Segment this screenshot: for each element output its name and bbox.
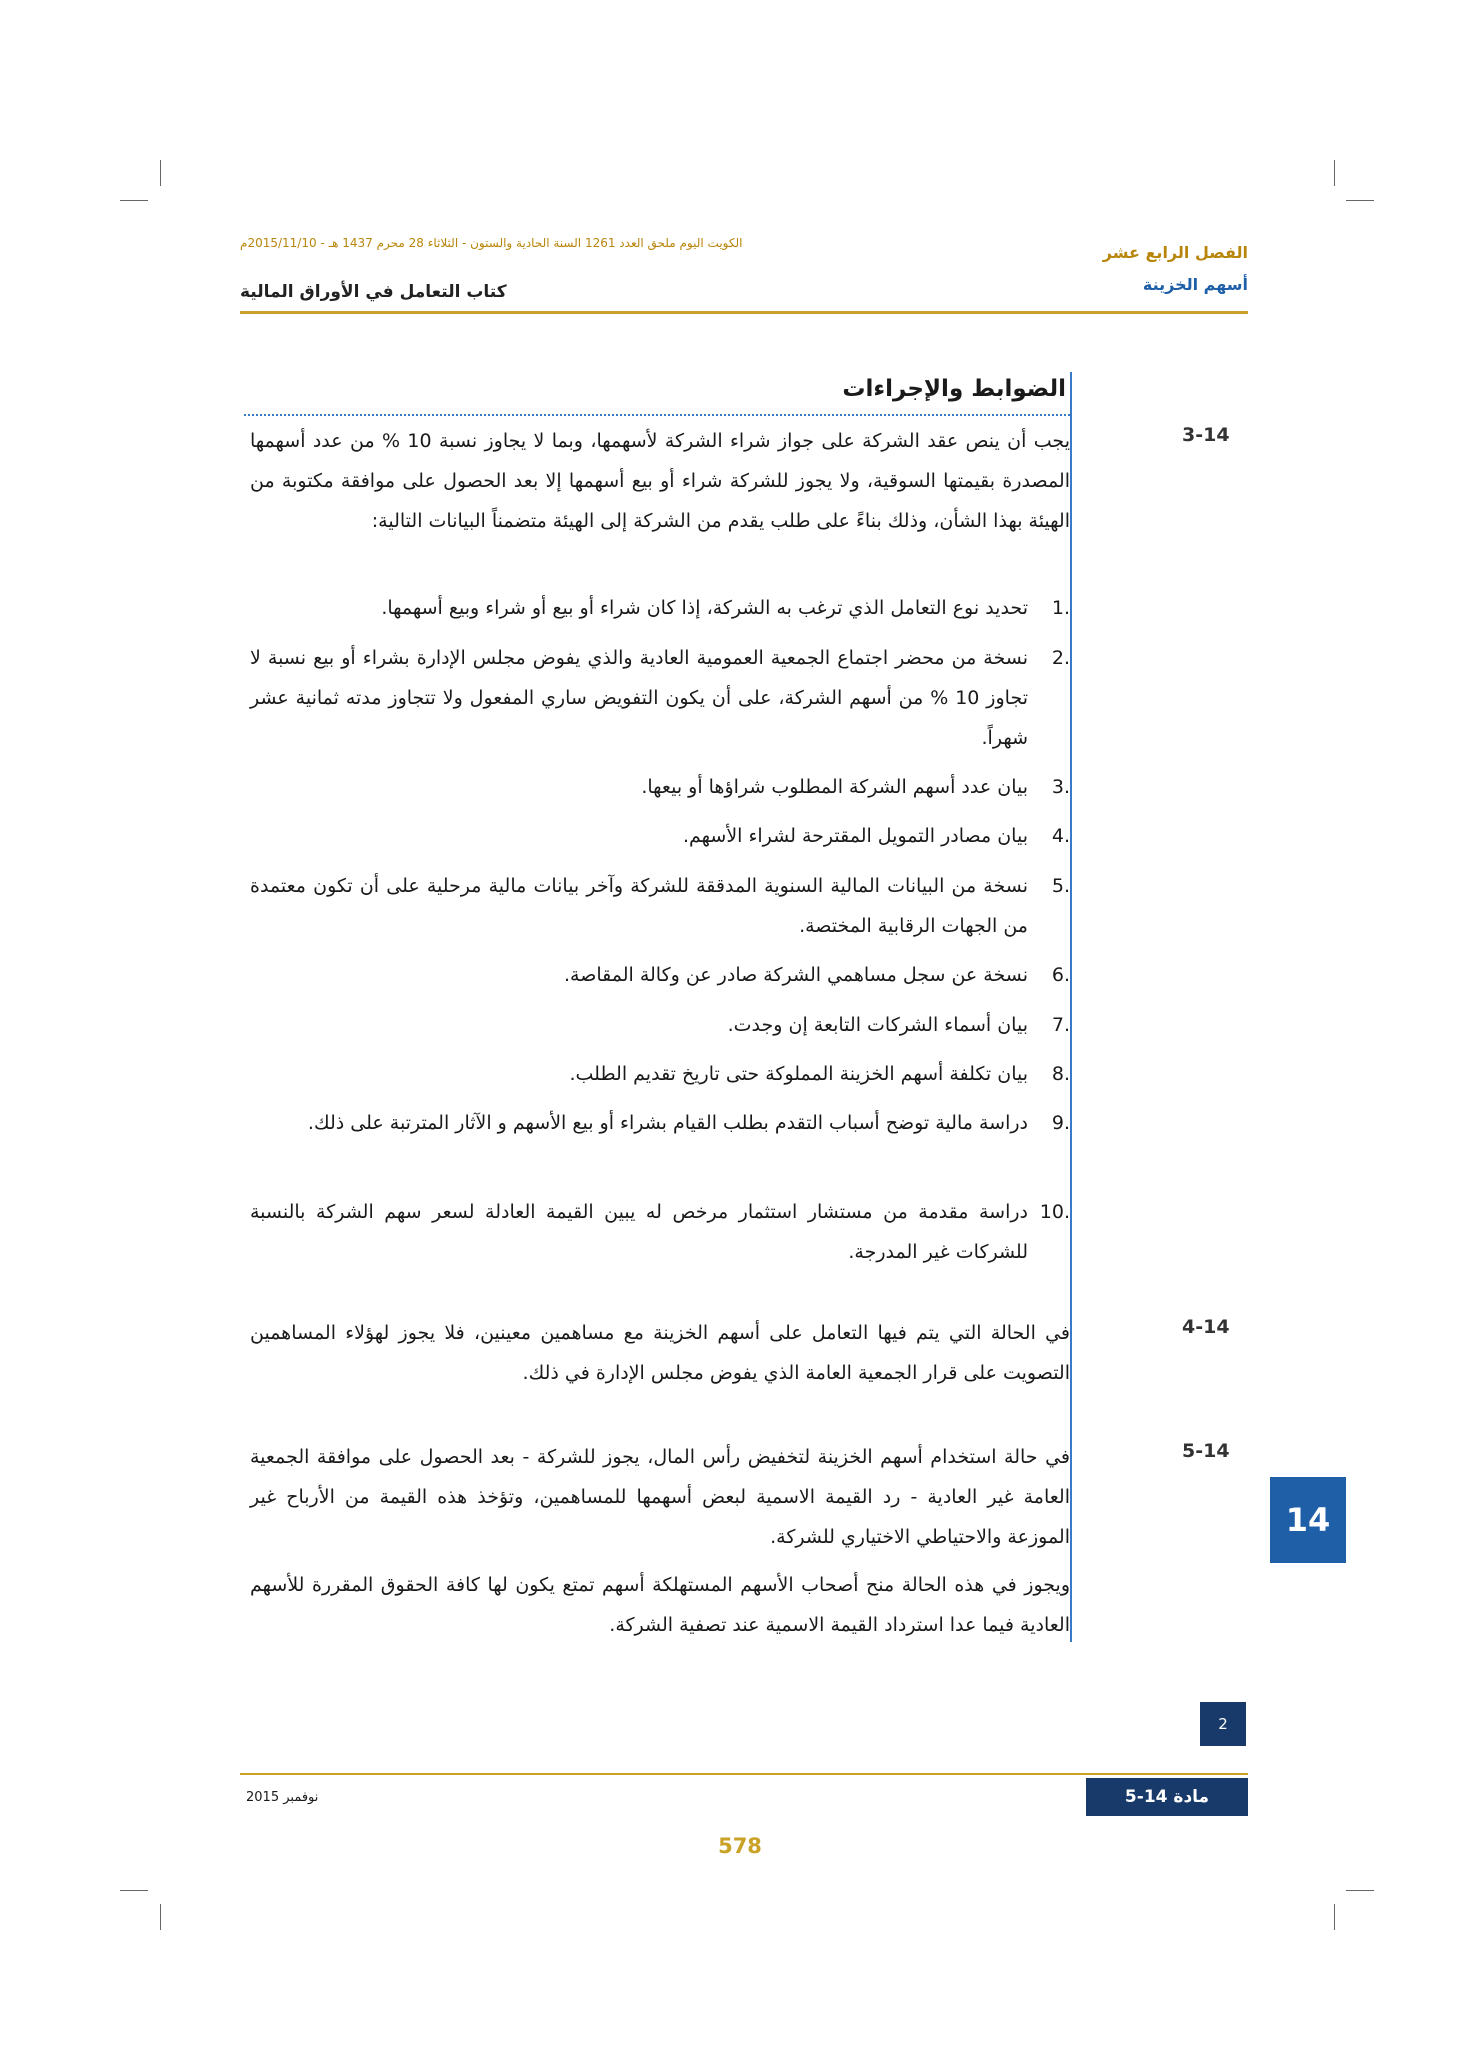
item-number: 5. — [1051, 875, 1070, 897]
article-paragraph: في الحالة التي يتم فيها التعامل على أسهم الخزينة مع مساهمين معينين، فلا يجوز لهؤلاء المساهمين التصويت على قرار الجمعية العامة الذي يفوض مجلس الإدارة في ذلك. — [250, 1322, 1070, 1384]
article-paragraph: يجب أن ينص عقد الشركة على جواز شراء الشركة لأسهمها، وبما لا يجاوز نسبة 10 % من عدد أسهمها المصدرة بقيمتها السوقية، ولا يجوز للشركة شراء أو بيع أسهمها إلا بعد الحصول على موافقة مكتوبة من الهيئة بهذا الشأن، وذلك بناءً على طلب يقدم من الشركة إلى الهيئة متضمناً البيانات التالية: — [250, 430, 1070, 532]
crop-mark — [1334, 160, 1335, 186]
footer-rule — [240, 1773, 1248, 1775]
footer-date: نوفمبر 2015 — [246, 1790, 319, 1805]
item-text: نسخة من محضر اجتماع الجمعية العمومية العادية والذي يفوض مجلس الإدارة بشراء أو بيع نسبة لا تجاوز 10 % من أسهم الشركة، على أن يكون التفويض ساري المفعول ولا تتجاوز مدته ثمانية عشر شهراً. — [250, 647, 1028, 749]
item-number: 10. — [1039, 1201, 1070, 1223]
item-number: 2. — [1051, 647, 1070, 669]
list-item — [250, 588, 1070, 628]
book-title: كتاب التعامل في الأوراق المالية — [240, 282, 507, 302]
article-number: 4-14 — [1182, 1316, 1230, 1338]
item-text: بيان عدد أسهم الشركة المطلوب شراؤها أو بيعها. — [641, 776, 1028, 798]
crop-mark — [1346, 200, 1374, 201]
crop-mark — [160, 1904, 161, 1930]
page-number: 578 — [718, 1834, 762, 1858]
crop-mark — [120, 200, 148, 201]
list-item — [250, 638, 1070, 758]
article-number: 3-14 — [1182, 424, 1230, 446]
article-label: مادة 14-5 — [1086, 1778, 1248, 1816]
chapter-subtitle: أسهم الخزينة — [1142, 275, 1248, 294]
item-text: بيان مصادر التمويل المقترحة لشراء الأسهم. — [682, 825, 1028, 847]
item-number: 9. — [1051, 1112, 1070, 1134]
gazette-line: الكويت اليوم ملحق العدد 1261 السنة الحادية والستون - الثلاثاء 28 محرم 1437 هـ - 2015/11/10م — [240, 236, 743, 250]
item-text: بيان أسماء الشركات التابعة إن وجدت. — [727, 1014, 1028, 1036]
list-item — [250, 767, 1070, 807]
crop-mark — [160, 160, 161, 186]
article-paragraph: في حالة استخدام أسهم الخزينة لتخفيض رأس المال، يجوز للشركة - بعد الحصول على موافقة الجمعية العامة غير العادية - رد القيمة الاسمية لبعض أسهمها للمساهمين، وتؤخذ هذه القيمة من الأرباح غير الموزعة والاحتياطي الاختياري للشركة. — [250, 1446, 1070, 1548]
item-number: 6. — [1051, 964, 1070, 986]
item-text: دراسة مقدمة من مستشار استثمار مرخص له يبين القيمة العادلة لسعر سهم الشركة بالنسبة للشركات غير المدرجة. — [250, 1201, 1028, 1263]
item-text: بيان تكلفة أسهم الخزينة المملوكة حتى تاريخ تقديم الطلب. — [569, 1063, 1028, 1085]
item-number: 3. — [1051, 776, 1070, 798]
article-paragraph: ويجوز في هذه الحالة منح أصحاب الأسهم المستهلكة أسهم تمتع يكون لها كافة الحقوق المقررة للأسهم العادية فيما عدا استرداد القيمة الاسمية عند تصفية الشركة. — [250, 1574, 1070, 1636]
list-item — [250, 816, 1070, 856]
header-rule — [240, 311, 1248, 314]
crop-mark — [1346, 1890, 1374, 1891]
chapter-title: الفصل الرابع عشر — [1102, 243, 1248, 262]
item-number: 7. — [1051, 1014, 1070, 1036]
page-box: 2 — [1200, 1702, 1246, 1746]
section-title: الضوابط والإجراءات — [842, 376, 1066, 402]
item-text: تحديد نوع التعامل الذي ترغب به الشركة، إذا كان شراء أو بيع أو شراء وبيع أسهمها. — [381, 597, 1028, 619]
list-item — [250, 955, 1070, 995]
item-number: 4. — [1051, 825, 1070, 847]
list-item — [250, 1192, 1070, 1272]
list-item — [250, 1005, 1070, 1045]
item-text: دراسة مالية توضح أسباب التقدم بطلب القيام بشراء أو بيع الأسهم و الآثار المترتبة على ذلك. — [307, 1112, 1028, 1134]
item-text: نسخة من البيانات المالية السنوية المدققة للشركة وآخر بيانات مالية مرحلية على أن تكون معتمدة من الجهات الرقابية المختصة. — [250, 875, 1028, 937]
list-item — [250, 1103, 1070, 1143]
list-item — [250, 866, 1070, 946]
item-text: نسخة عن سجل مساهمي الشركة صادر عن وكالة المقاصة. — [563, 964, 1028, 986]
margin-rule — [1070, 372, 1072, 1642]
item-number: 1. — [1051, 597, 1070, 619]
dotted-divider — [244, 414, 1070, 416]
crop-mark — [1334, 1904, 1335, 1930]
list-item — [250, 1054, 1070, 1094]
crop-mark — [120, 1890, 148, 1891]
article-number: 5-14 — [1182, 1440, 1230, 1462]
item-number: 8. — [1051, 1063, 1070, 1085]
chapter-tab: 14 — [1270, 1477, 1346, 1563]
